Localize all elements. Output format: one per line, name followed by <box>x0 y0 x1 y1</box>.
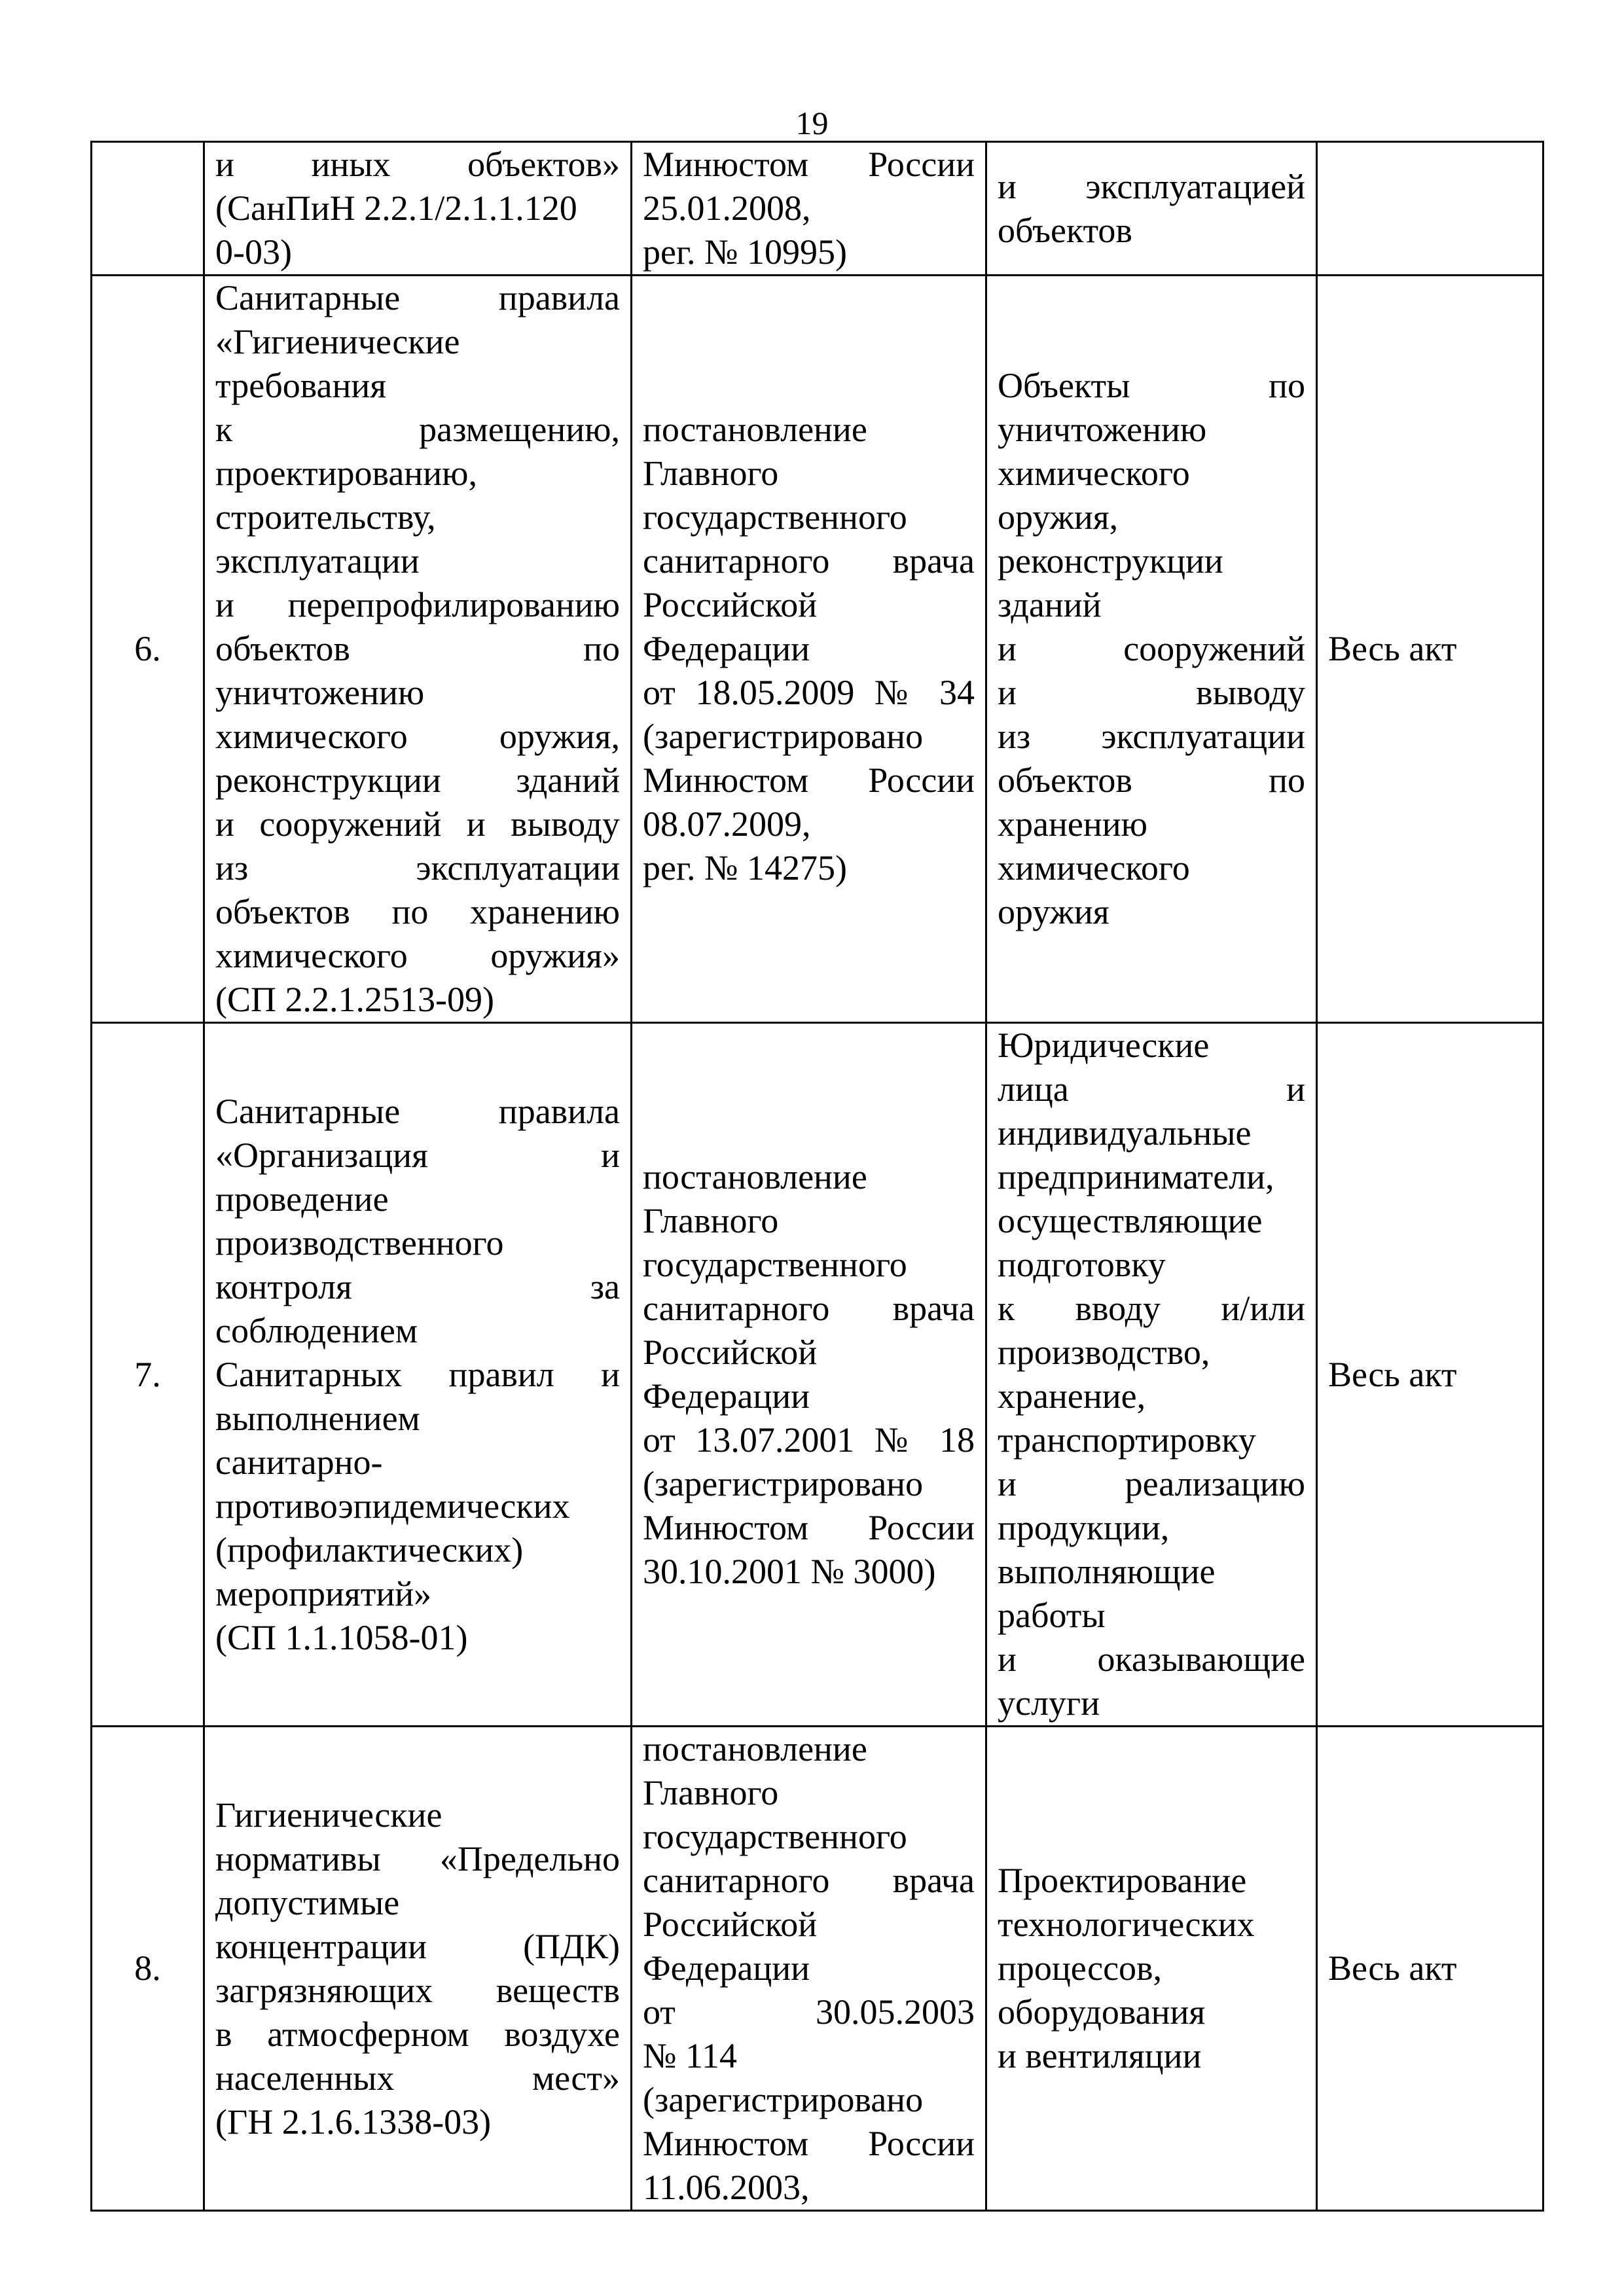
text-line: «Гигиенические <box>215 322 460 361</box>
act-name-cell <box>204 1727 632 2211</box>
text-line: Минюстом России <box>643 761 975 800</box>
text-line: от 18.05.2009 № 34 <box>643 673 975 712</box>
text-line: постановление <box>643 1729 867 1768</box>
text-line: транспортировку <box>998 1420 1256 1460</box>
text-line: зданий <box>998 585 1102 624</box>
text-line: Санитарных правил и <box>215 1354 620 1394</box>
text-line: объектов <box>998 210 1132 250</box>
text-line: производственного <box>215 1223 504 1263</box>
row-number <box>92 142 204 276</box>
text-line: (СанПиН 2.2.1/2.1.1.120 <box>215 188 577 228</box>
text-line: Объекты по <box>998 366 1305 405</box>
text-line: требования <box>215 366 387 405</box>
text-line: работы <box>998 1596 1106 1635</box>
scope-cell: Весь акт <box>1317 1727 1543 2211</box>
table-row <box>92 276 1543 1023</box>
text-line: индивидуальные <box>998 1113 1252 1153</box>
text-line: технологических <box>998 1905 1255 1944</box>
table-row <box>92 1023 1543 1727</box>
text-line: противоэпидемических <box>215 1486 570 1526</box>
text-line: и эксплуатацией <box>998 166 1305 206</box>
scope-cell: Весь акт <box>1317 1023 1543 1727</box>
text-line: выполняющие <box>998 1552 1216 1591</box>
text-line: Российской <box>643 1333 818 1372</box>
text-line: и оказывающие <box>998 1640 1305 1679</box>
text-line: от 13.07.2001 № 18 <box>643 1420 975 1460</box>
text-line: услуги <box>998 1683 1100 1723</box>
text-line: оборудования <box>998 1992 1206 2032</box>
text-line: Проектирование <box>998 1861 1247 1900</box>
text-line: процессов, <box>998 1948 1163 1988</box>
text-line: Федерации <box>643 1376 810 1416</box>
text-line: хранение, <box>998 1376 1146 1416</box>
text-line: оружия <box>998 892 1110 931</box>
text-line: (зарегистрировано <box>643 1464 924 1503</box>
text-line: строительству, <box>215 497 436 537</box>
text-line: продукции, <box>998 1508 1170 1547</box>
text-line: и сооружений <box>998 629 1305 668</box>
text-line: в атмосферном воздухе <box>215 2014 620 2054</box>
text-line: (СП 2.2.1.2513-09) <box>215 980 494 1019</box>
text-line: оружия, <box>998 497 1119 537</box>
text-line: контроля за <box>215 1266 620 1306</box>
text-line: рег. № 14275) <box>643 848 848 888</box>
text-line: уничтожению <box>215 673 425 712</box>
text-line: нормативы «Предельно <box>215 1839 620 1878</box>
text-line: и выводу <box>998 673 1305 712</box>
text-line: Федерации <box>643 1948 810 1988</box>
text-line: и иных объектов» <box>215 145 620 184</box>
text-line: уничтожению <box>998 410 1207 449</box>
text-line: выполнением <box>215 1398 420 1438</box>
text-line: к вводу и/или <box>998 1289 1305 1328</box>
text-line: 0-03) <box>215 232 292 272</box>
subjects-cell <box>986 276 1317 1023</box>
text-line: объектов по <box>215 629 620 668</box>
text-line: Российской <box>643 585 818 624</box>
text-line: Федерации <box>643 629 810 668</box>
row-number: 7. <box>92 1023 204 1727</box>
text-line: химического оружия» <box>215 936 620 975</box>
text-line: (зарегистрировано <box>643 2080 924 2119</box>
text-line: 11.06.2003, <box>643 2168 810 2207</box>
text-line: предприниматели, <box>998 1157 1274 1196</box>
text-line: Минюстом России <box>643 1508 975 1547</box>
subjects-cell <box>986 1023 1317 1727</box>
text-line: к размещению, <box>215 410 620 449</box>
text-line: концентрации (ПДК) <box>215 1926 620 1966</box>
text-line: «Организация и <box>215 1135 620 1175</box>
text-line: санитарно- <box>215 1442 383 1482</box>
text-line: и перепрофилированию <box>215 585 620 624</box>
table-body <box>92 142 1543 2211</box>
text-line: рег. № 10995) <box>643 232 848 272</box>
act-name-cell <box>204 142 632 276</box>
act-name-cell <box>204 1023 632 1727</box>
text-line: соблюдением <box>215 1310 418 1350</box>
text-line: от 30.05.2003 <box>643 1992 975 2032</box>
text-line: постановление <box>643 410 867 449</box>
text-line: Гигиенические <box>215 1795 442 1835</box>
text-line: мероприятий» <box>215 1573 432 1613</box>
text-line: (СП 1.1.1058-01) <box>215 1617 468 1657</box>
page-number: 19 <box>795 105 829 141</box>
text-line: Главного <box>643 1201 779 1240</box>
text-line: Российской <box>643 1905 818 1944</box>
text-line: государственного <box>643 497 907 537</box>
row-number: 8. <box>92 1727 204 2211</box>
text-line: (профилактических) <box>215 1530 524 1570</box>
text-line: химического <box>998 454 1190 493</box>
text-line: объектов по <box>998 761 1305 800</box>
text-line: химического <box>998 848 1190 888</box>
text-line: хранению <box>998 804 1147 844</box>
text-line: Главного <box>643 1773 779 1812</box>
subjects-cell <box>986 142 1317 276</box>
approval-document-cell <box>632 142 986 276</box>
text-line: подготовку <box>998 1245 1166 1284</box>
approval-document-cell <box>632 1023 986 1727</box>
row-number: 6. <box>92 276 204 1023</box>
subjects-cell <box>986 1727 1317 2211</box>
scope-cell <box>1317 142 1543 276</box>
approval-document-cell <box>632 1727 986 2211</box>
table-row <box>92 142 1543 276</box>
act-name-cell <box>204 276 632 1023</box>
text-line: 08.07.2009, <box>643 804 811 844</box>
text-line: химического оружия, <box>215 717 620 756</box>
text-line: санитарного врача <box>643 541 975 581</box>
text-line: государственного <box>643 1817 907 1856</box>
text-line: из эксплуатации <box>998 717 1305 756</box>
text-line: Минюстом России <box>643 2124 975 2163</box>
text-line: осуществляющие <box>998 1201 1263 1240</box>
text-line: объектов по хранению <box>215 892 620 931</box>
text-line: населенных мест» <box>215 2058 620 2098</box>
text-line: санитарного врача <box>643 1289 975 1328</box>
text-line: из эксплуатации <box>215 848 620 888</box>
text-line: государственного <box>643 1245 907 1284</box>
text-line: реконструкции зданий <box>215 761 620 800</box>
text-line: лица и <box>998 1069 1305 1109</box>
text-line: Главного <box>643 454 779 493</box>
text-line: допустимые <box>215 1882 400 1922</box>
text-line: санитарного врача <box>643 1861 975 1900</box>
text-line: 25.01.2008, <box>643 188 811 228</box>
text-line: Минюстом России <box>643 145 975 184</box>
text-line: № 114 <box>643 2036 738 2075</box>
text-line: (ГН 2.1.6.1338-03) <box>215 2102 492 2142</box>
text-line: проведение <box>215 1179 389 1219</box>
scope-cell: Весь акт <box>1317 276 1543 1023</box>
text-line: и сооружений и выводу <box>215 804 620 844</box>
text-line: Санитарные правила <box>215 278 620 317</box>
table-row <box>92 1727 1543 2211</box>
text-line: проектированию, <box>215 454 477 493</box>
text-line: загрязняющих веществ <box>215 1970 620 2010</box>
text-line: реконструкции <box>998 541 1223 581</box>
approval-document-cell <box>632 276 986 1023</box>
regulations-table <box>90 141 1544 2212</box>
text-line: и реализацию <box>998 1464 1305 1503</box>
text-line: Юридические <box>998 1026 1210 1065</box>
text-line: и вентиляции <box>998 2036 1202 2075</box>
text-line: эксплуатации <box>215 541 420 581</box>
text-line: Санитарные правила <box>215 1091 620 1131</box>
text-line: производство, <box>998 1333 1210 1372</box>
text-line: (зарегистрировано <box>643 717 924 756</box>
text-line: постановление <box>643 1157 867 1196</box>
text-line: 30.10.2001 № 3000) <box>643 1552 936 1591</box>
